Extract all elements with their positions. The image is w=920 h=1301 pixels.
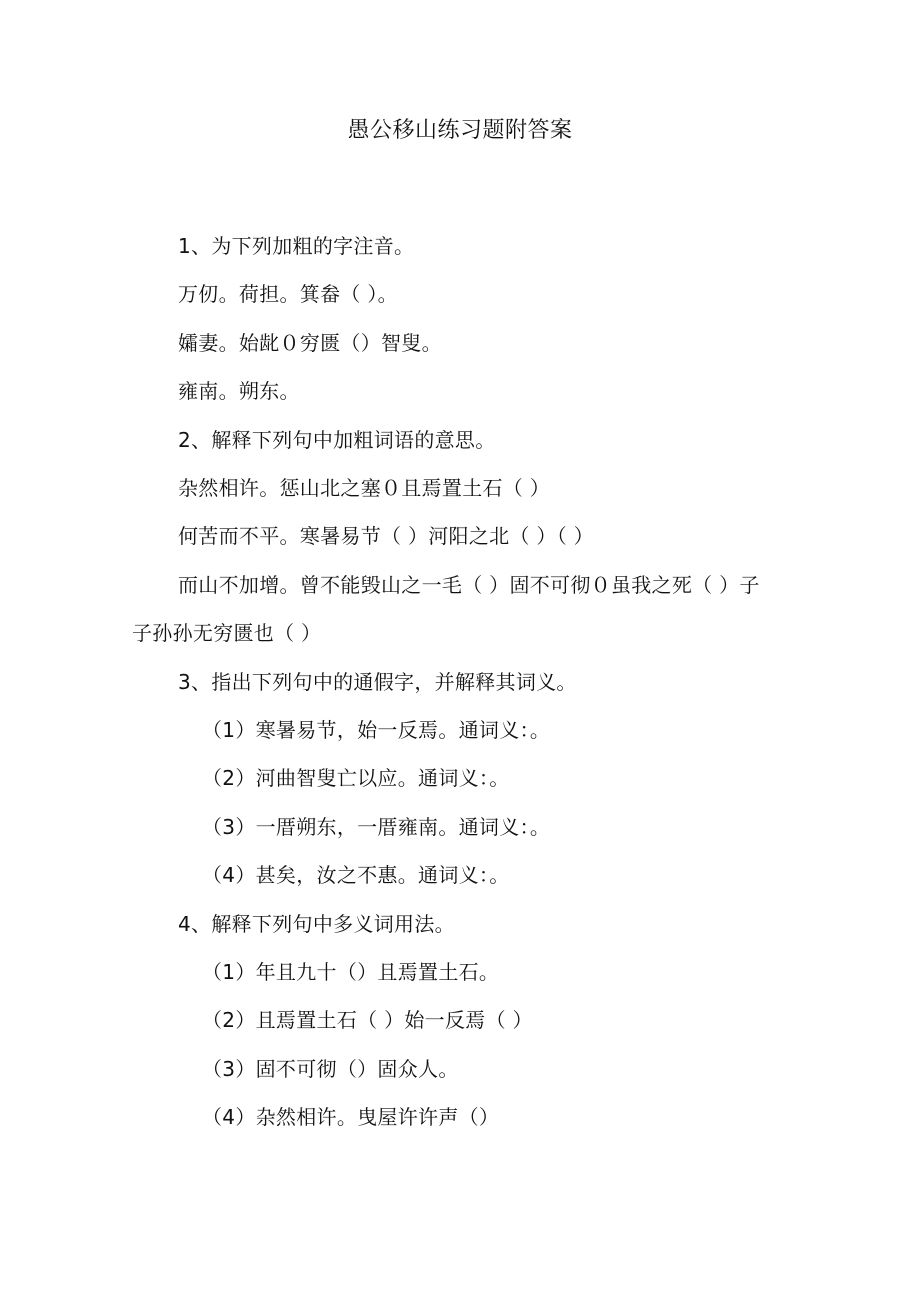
text-line: 1、为下列加粗的字注音。 [178,234,415,258]
document-title: 愚公移山练习题附答案 [347,118,573,143]
text-line: 何苦而不平。寒暑易节（ ）河阳之北（ ）（ ） [178,524,594,548]
text-line: （4）杂然相许。曳屋许许声（） [202,1105,500,1129]
text-line: 2、解释下列句中加粗词语的意思。 [178,428,496,452]
text-line: （2）河曲智叟亡以应。通词义：。 [202,766,510,790]
text-line: 子孙孙无穷匮也（ ） [132,621,322,645]
text-line: （1）寒暑易节，始一反焉。通词义：。 [202,718,551,742]
text-line: 3、指出下列句中的通假字，并解释其词义。 [178,670,577,694]
text-line: 孀妻。始龀０穷匮（）智叟。 [178,331,442,355]
text-line: （3）固不可彻（）固众人。 [202,1057,459,1081]
text-line: 而山不加增。曾不能毁山之一毛（ ）固不可彻０虽我之死（ ）子 [178,573,760,597]
text-line: 4、解释下列句中多义词用法。 [178,912,455,936]
text-line: 雍南。朔东。 [178,379,300,403]
text-line: （1）年且九十（）且焉置土石。 [202,960,500,984]
text-line: （3）一厝朔东，一厝雍南。通词义：。 [202,815,551,839]
text-line: 万仞。荷担。箕畚（ ）。 [178,282,398,306]
text-line: （2）且焉置土石（ ）始一反焉（ ） [202,1008,533,1032]
text-line: （4）甚矣，汝之不惠。通词义：。 [202,863,510,887]
text-line: 杂然相许。惩山北之塞０且焉置土石（ ） [178,476,551,500]
